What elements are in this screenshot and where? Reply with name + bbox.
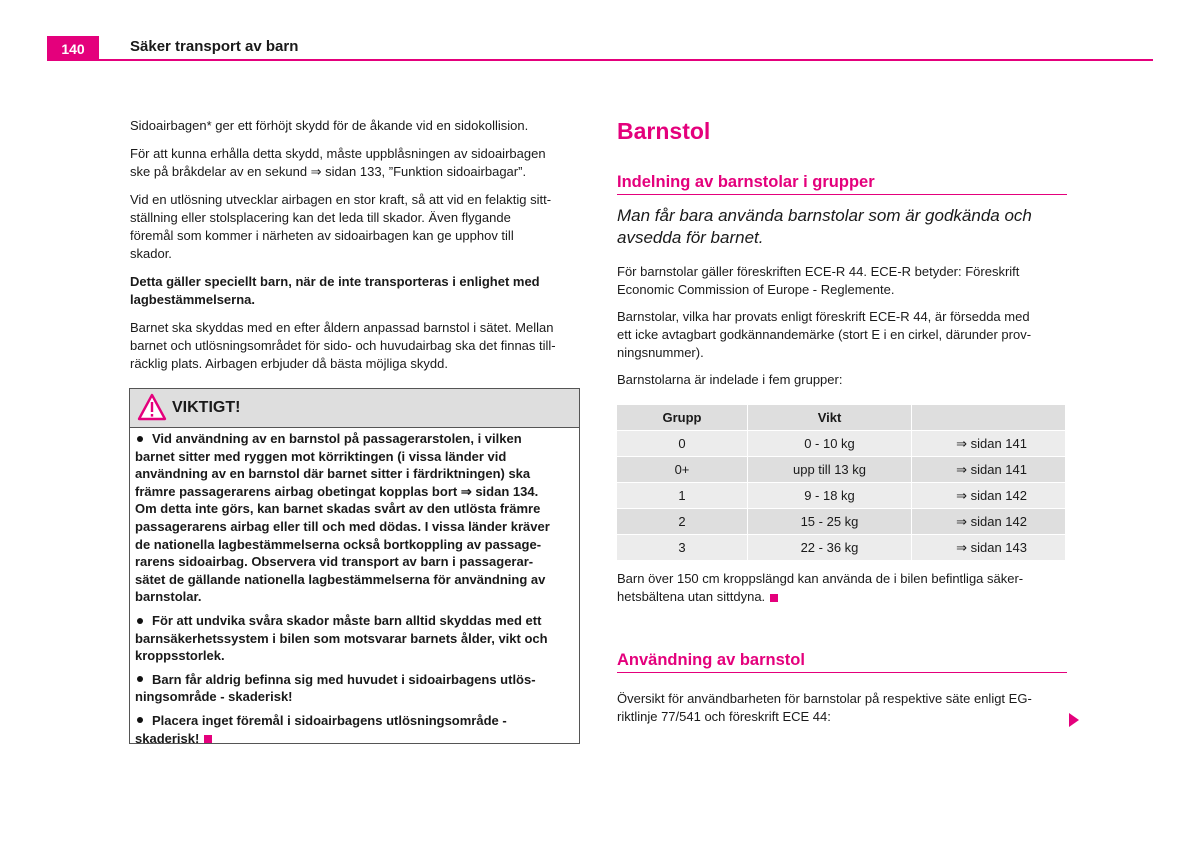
- paragraph-children-notice: Detta gäller speciellt barn, när de inte transporteras i enlighet med lagbestämmelserna.: [130, 274, 540, 307]
- bullet-icon: [137, 676, 143, 682]
- paragraph-deployment-force: Vid en utlösning utvecklar airbagen en stor kraft, så att vid en felaktig sitt- ställning eller stolsplacering kan det leda till skador. Även flygande föremål som kommer i närheten av sidoairbagen kan ge upphov till skador.: [130, 192, 552, 261]
- table-header-row: [617, 405, 1066, 431]
- right-column: [617, 116, 1067, 389]
- warning-item-objects: Placera inget föremål i sidoairbagens utlösningsområde - skaderisk!: [135, 712, 507, 746]
- right-column-lower: [617, 570, 1067, 726]
- cell-page-link[interactable]: ⇒ sidan 142: [912, 509, 1066, 535]
- cell-group: 0+: [617, 457, 748, 483]
- main-heading: Barnstol: [617, 118, 711, 144]
- warning-item-rear-facing: Vid användning av en barnstol på passagerarstolen, i vilken barnet sitter med ryggen mot körriktingen (i vissa länder vid användning av en barnstol där barnet sitter i färdriktningen) ska främre passagerarens airbag obetingat kopplas bort ⇒ sidan 134. Om detta inte görs, kan barnet skadas svårt av den utlösta främre passagerarens airbag eller till och med dödas. I vissa länder kräver de nationella lagbestämmelserna också bortkoppling av passage- rarens sidoairbag. Observera vid transport av barn i passagerar- sätet de gällande nationella lagbestämmelserna för användning av barnstolar.: [135, 431, 550, 605]
- continue-arrow-icon[interactable]: [1069, 713, 1079, 727]
- page-number: 140: [47, 36, 99, 60]
- cell-group: 3: [617, 535, 748, 561]
- paragraph-side-airbag: Sidoairbagen* ger ett förhöjt skydd för de åkande vid en sidokollision.: [130, 118, 529, 133]
- cell-weight: 22 - 36 kg: [748, 535, 912, 561]
- cell-page-link[interactable]: ⇒ sidan 141: [912, 431, 1066, 457]
- cell-page-link[interactable]: ⇒ sidan 142: [912, 483, 1066, 509]
- heading-usage: Användning av barnstol: [617, 649, 1067, 673]
- paragraph-height-150: Barn över 150 cm kroppslängd kan använda de i bilen befintliga säker- hetsbältena utan sittdyna.: [617, 571, 1024, 604]
- groups-table: [617, 405, 1066, 561]
- warning-item-head-position: Barn får aldrig befinna sig med huvudet i sidoairbagens utlös- ningsområde - skaderisk!: [135, 671, 536, 705]
- section-title: Säker transport av barn: [130, 38, 299, 55]
- warning-triangle-icon: [137, 393, 167, 421]
- lead-text: Man får bara använda barnstolar som är godkända och avsedda för barnet.: [617, 206, 1032, 247]
- warning-header: [130, 389, 579, 428]
- cell-weight: 0 - 10 kg: [748, 431, 912, 457]
- table-row: [617, 483, 1066, 509]
- warning-item-restraint: För att undvika svåra skador måste barn alltid skyddas med ett barnsäkerhetssystem i bilen som motsvarar barnets ålder, vikt och kroppsstorlek.: [135, 612, 548, 664]
- end-of-section-marker: [770, 594, 778, 602]
- cell-group: 0: [617, 431, 748, 457]
- cell-weight: 15 - 25 kg: [748, 509, 912, 535]
- heading-groups: Indelning av barnstolar i grupper: [617, 171, 1067, 195]
- paragraph-protection: För att kunna erhålla detta skydd, måste uppblåsningen av sidoairbagen ske på bråkdelar av en sekund ⇒ sidan 133, ”Funktion sidoairbagar”.: [130, 146, 546, 179]
- header-rule: [47, 59, 1153, 61]
- column-header-reference: [912, 405, 1066, 431]
- table-row: [617, 431, 1066, 457]
- warning-title: VIKTIGT!: [172, 399, 241, 416]
- cell-weight: upp till 13 kg: [748, 457, 912, 483]
- bullet-icon: [137, 717, 143, 723]
- warning-box: [129, 388, 580, 744]
- paragraph-child-seat: Barnet ska skyddas med en efter åldern anpassad barnstol i sätet. Mellan barnet och utlösningsområdet för sido- och huvudairbag ska det finnas till- räcklig plats. Airbagen erbjuder då bästa möjliga skydd.: [130, 320, 556, 371]
- column-header-weight: Vikt: [748, 405, 912, 431]
- bullet-icon: [137, 436, 143, 442]
- paragraph-five-groups: Barnstolarna är indelade i fem grupper:: [617, 372, 843, 387]
- cell-weight: 9 - 18 kg: [748, 483, 912, 509]
- paragraph-approval-mark: Barnstolar, vilka har provats enligt föreskrift ECE-R 44, är försedda med ett icke avtagbart godkännandemärke (stort E i en cirkel, därunder prov- ningsnummer).: [617, 309, 1032, 360]
- table-row: [617, 457, 1066, 483]
- end-of-section-marker: [204, 735, 212, 743]
- cell-page-link[interactable]: ⇒ sidan 143: [912, 535, 1066, 561]
- cell-page-link[interactable]: ⇒ sidan 141: [912, 457, 1066, 483]
- paragraph-ece-r44: För barnstolar gäller föreskriften ECE-R 44. ECE-R betyder: Föreskrift Economic Commission of Europe - Reglemente.: [617, 264, 1020, 297]
- cell-group: 2: [617, 509, 748, 535]
- left-column: [130, 117, 580, 383]
- bullet-icon: [137, 618, 143, 624]
- cell-group: 1: [617, 483, 748, 509]
- column-header-group: Grupp: [617, 405, 748, 431]
- warning-body: [130, 428, 579, 747]
- paragraph-overview: Översikt för användbarheten för barnstolar på respektive säte enligt EG- riktlinje 77/541 och föreskrift ECE 44:: [617, 691, 1032, 724]
- table-row: [617, 535, 1066, 561]
- table-row: [617, 509, 1066, 535]
